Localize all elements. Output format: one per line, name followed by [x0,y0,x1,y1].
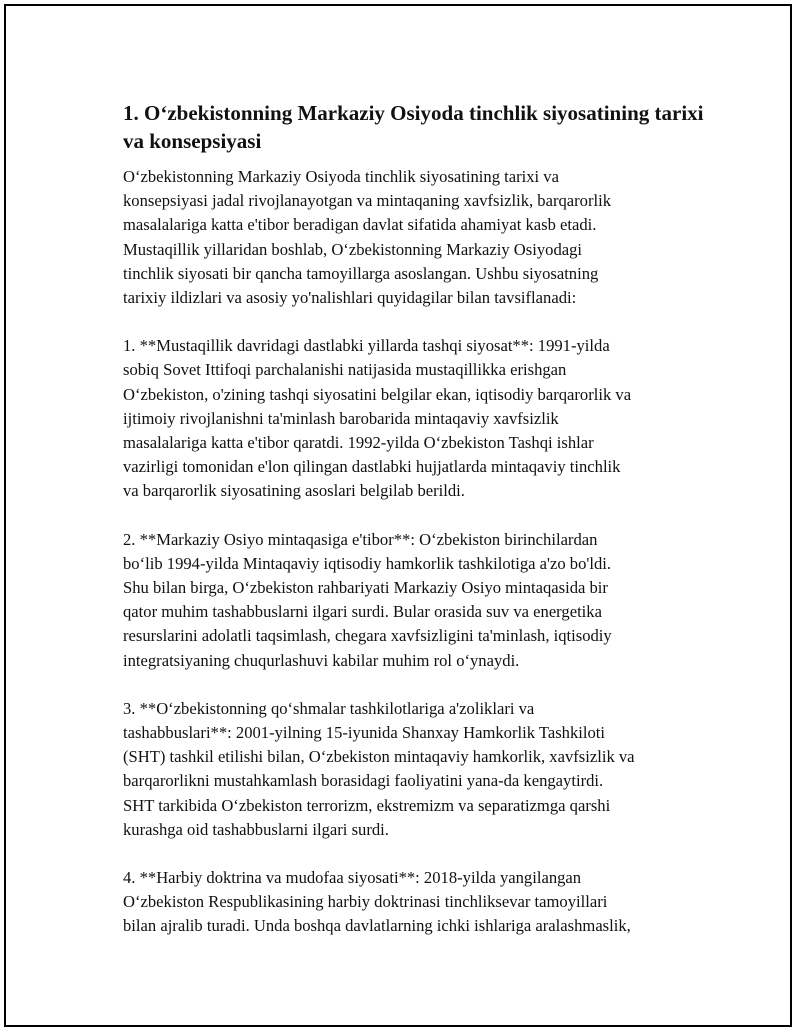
point-2-paragraph: 2. **Markaziy Osiyo mintaqasiga e'tibor**: O‘zbekiston birinchilardan bo‘lib 1994-yilda Mintaqaviy iqtisodiy hamkorlik tashkilotiga a'zo bo'ldi. Shu bilan birga, O‘zbekiston rahbariyati Markaziy Osiyo mintaqasida bir qator muhim tashabbuslarni ilgari surdi. Bular orasida suv va energetika resurslarini adolatli taqsimlash, chegara xavfsizligini ta'minlash, iqtisodiy integratsiyaning chuqurlashuvi kabilar muhim rol o‘ynaydi. [123,529,612,670]
point-1-paragraph: 1. **Mustaqillik davridagi dastlabki yillarda tashqi siyosat**: 1991-yilda sobiq Sovet Ittifoqi parchalanishi natijasida mustaqillikka erishgan O‘zbekiston, o'zining tashqi siyosatini belgilar ekan, iqtisodiy barqarorlik va ijtimoiy rivojlanishni ta'minlash barobarida mintaqaviy xavfsizlik masalalariga katta e'tibor qaratdi. 1992-yilda O‘zbekiston Tashqi ishlar vazirligi tomonidan e'lon qilingan dastlabki hujjatlarda mintaqaviy tinchlik va barqarorlik siyosatining asoslari belgilab berildi. [123,336,632,501]
intro-paragraph: O‘zbekistonning Markaziy Osiyoda tinchlik siyosatining tarixi va konsepsiyasi jadal rivojlanayotgan va mintaqaning xavfsizlik, barqarorlik masalalariga katta e'tibor beradigan davlat sifatida ahamiyat kasb etadi. Mustaqillik yillaridan boshlab, O‘zbekistonning Markaziy Osiyodagi tinchlik siyosati bir qancha tamoyillarga asoslangan. Ushbu siyosatning tarixiy ildizlari va asosiy yo'nalishlari quyidagilar bilan tavsiflanadi: [123,167,612,308]
section-heading: 1. O‘zbekistonning Markaziy Osiyoda tinchlik siyosatining tarixi va konsepsiyasi [123,101,704,153]
point-4-paragraph: 4. **Harbiy doktrina va mudofaa siyosati**: 2018-yilda yangilangan O‘zbekiston Respublikasining harbiy doktrinasi tinchliksevar tamoyillari bilan ajralib turadi. Unda boshqa davlatlarning ichki ishlariga aralashmaslik, [123,868,631,936]
document-body [123,99,708,963]
point-3-paragraph: 3. **O‘zbekistonning qo‘shmalar tashkilotlariga a'zoliklari va tashabbuslari**: 2001-yilning 15-iyunida Shanxay Hamkorlik Tashkiloti (SHT) tashkil etilishi bilan, O‘zbekiston mintaqaviy hamkorlik, xavfsizlik va barqarorlikni mustahkamlash borasidagi faoliyatini yana-da kengaytirdi. SHT tarkibida O‘zbekiston terrorizm, ekstremizm va separatizmga qarshi kurashga oid tashabbuslarni ilgari surdi. [123,698,635,839]
page-frame [4,4,792,1027]
